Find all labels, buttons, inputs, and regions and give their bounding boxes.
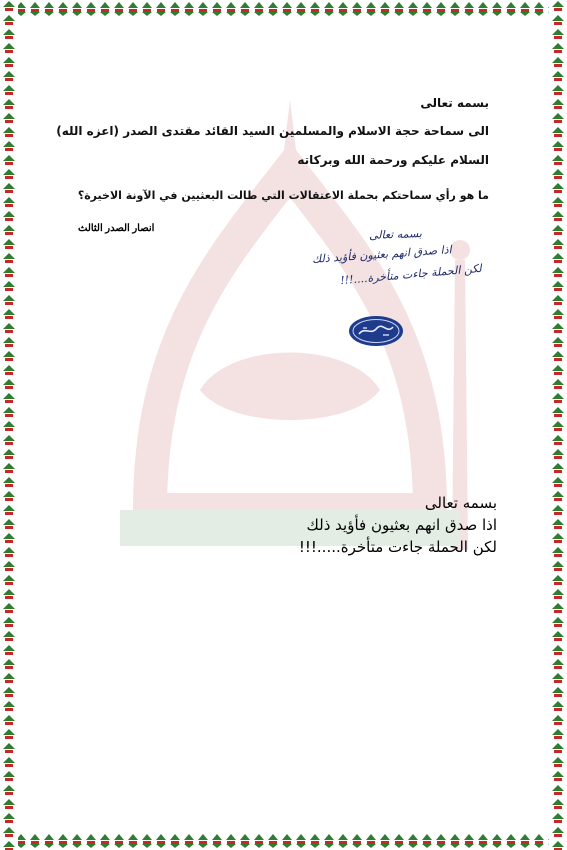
decorative-border-left (0, 0, 18, 850)
transcription-line-2: اذا صدق انهم بعثيون فأؤيد ذلك (306, 516, 497, 534)
seal-stamp (347, 314, 405, 348)
transcription-line-3: لكن الحملة جاءت متأخرة.....!!! (298, 538, 497, 556)
transcription-line-1: بسمه تعالى (424, 494, 497, 512)
decorative-border-bottom (0, 832, 567, 850)
letter-greeting: السلام عليكم ورحمة الله وبركاته (297, 153, 489, 167)
handwritten-line-2: اذا صدق انهم بعثيون فأؤيد ذلك (312, 243, 453, 266)
letter-question: ما هو رأي سماحتكم بحملة الاعتقالات التي طالت البعثيين في الآونة الاخيرة؟ (77, 189, 489, 202)
letter-sender: انصار الصدر الثالث (78, 223, 155, 234)
handwritten-reply (292, 226, 492, 296)
letter-heading: بسمه تعالى (420, 96, 489, 110)
typed-transcription (197, 492, 497, 558)
handwritten-line-3: لكن الحملة جاءت متأخرة....!!! (339, 261, 483, 288)
decorative-border-top (0, 0, 567, 18)
handwritten-line-1: بسمه تعالى (368, 227, 423, 242)
letter-address: الى سماحة حجة الاسلام والمسلمين السيد القائد مقتدى الصدر (اعزه الله) (56, 124, 489, 138)
decorative-border-right (549, 0, 567, 850)
